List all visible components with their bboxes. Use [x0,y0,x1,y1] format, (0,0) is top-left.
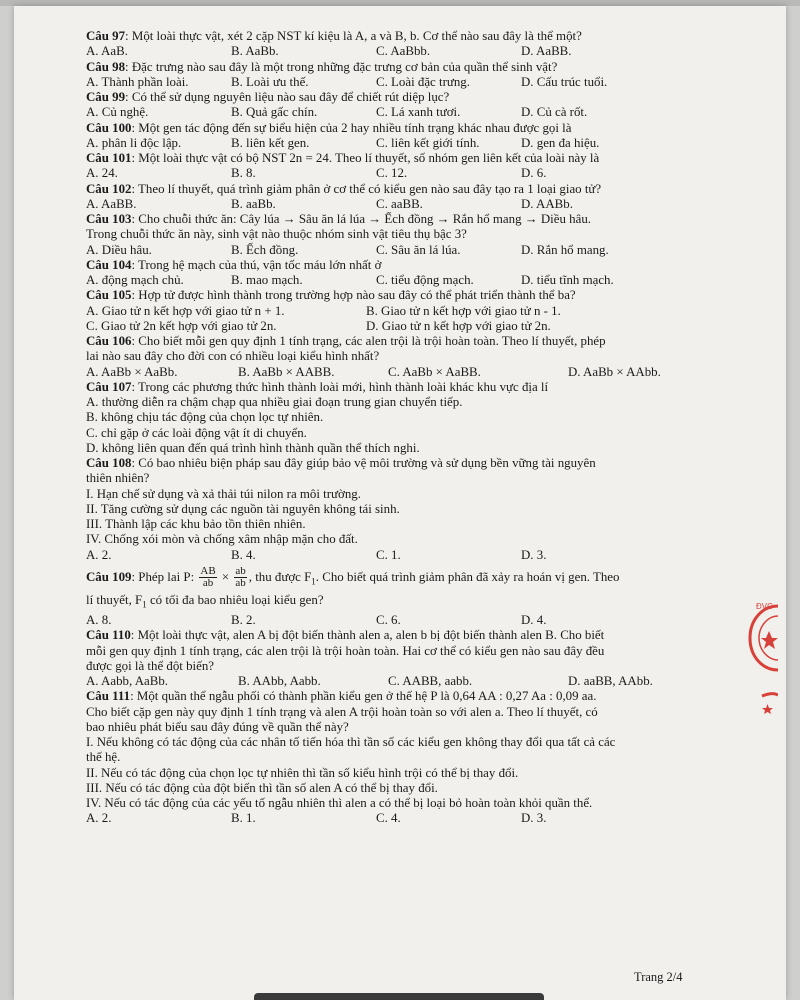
option-c: C. 4. [376,811,401,826]
statement-2: II. Nếu có tác động của chọn lọc tự nhiên thì tần số kiểu hình trội có thể bị thay đổi. [86,765,519,780]
option-b: B. AaBb. [231,44,279,59]
options-100 [86,136,716,151]
option-d: D. Củ cà rốt. [521,105,588,120]
option-a: A. động mạch chủ. [86,273,184,287]
question-106 [86,334,716,349]
question-label: Câu 111 [86,689,131,704]
options-102 [86,197,716,212]
question-text: : Hợp tử được hình thành trong trường hợp nào sau đây có thể phát triển thành thể ba? [131,288,576,303]
option-a: A. AaB. [86,44,128,59]
option-b: B. không chịu tác động của chọn lọc tự nhiên. [86,410,324,425]
options-104 [86,273,716,288]
question-text: : Một loài thực vật, xét 2 cặp NST kí kiệu là A, a và B, b. Cơ thể nào sau đây là thể một? [125,29,582,43]
question-98 [86,60,716,75]
option-b: B. Giao tử n kết hợp với giao tử n - 1. [366,303,561,318]
option-c: C. Loài đặc trưng. [376,74,470,89]
question-109 [86,565,716,594]
option-c: C. 6. [376,613,401,628]
option-b: B. aaBb. [231,196,276,211]
genotype-fraction-1 [199,566,216,589]
options-105-row-1 [86,304,716,319]
question-110-line-2: mỗi gen quy định 1 tính trạng, các alen trội là trội hoàn toàn. Hai cơ thể có kiểu gen nào sau đây đều [86,643,605,658]
option-a: A. Củ nghệ. [86,105,149,120]
question-102 [86,182,716,197]
statement-2: II. Tăng cường sử dụng các nguồn tài nguyên không tái sinh. [86,501,400,516]
question-97 [86,29,716,44]
option-a: A. 8. [86,613,112,628]
option-c: C. chỉ gặp ở các loài động vật ít di chuyển. [86,425,307,440]
question-label: Câu 99 [86,90,126,104]
genotype-fraction-2 [234,566,246,589]
options-108 [86,548,716,563]
option-d: D. AABb. [521,196,573,211]
question-103 [86,212,716,227]
option-d: D. AaBB. [521,44,572,59]
question-110-line-3: được gọi là thể đột biến? [86,658,214,673]
question-104 [86,258,716,273]
subscript: 1 [142,599,147,610]
question-label: Câu 108 [86,456,132,470]
options-101 [86,166,716,181]
question-text: , thu được F [248,569,312,584]
option-c: C. liên kết giới tính. [376,135,480,150]
option-b: B. liên kết gen. [231,135,310,150]
question-label: Câu 105 [86,288,132,303]
question-111 [86,689,716,704]
times-sign: × [218,569,233,584]
option-c: C. Lá xanh tươi. [376,105,461,120]
question-111-line-3: bao nhiêu phát biểu sau đây đúng về quần thể này? [86,719,349,734]
option-b: B. Loài ưu thế. [231,74,309,89]
question-99 [86,90,716,105]
option-c: C. 1. [376,547,401,562]
question-text: : Cho chuỗi thức ăn: Cây lúa → Sâu ăn lá lúa → Ếch đồng → Rắn hổ mang → Diều hâu. [131,212,591,226]
question-label: Câu 106 [86,334,132,348]
options-106 [86,365,716,380]
option-d: D. 3. [521,547,547,562]
stamp-text: ĐVC [756,602,773,611]
question-108 [86,456,716,471]
question-label: Câu 97 [86,29,126,43]
option-c: C. Sâu ăn lá lúa. [376,242,461,257]
question-text: : Có bao nhiêu biện pháp sau đây giúp bảo vệ môi trường và sử dụng bền vững tài nguyên [131,456,596,470]
red-stamp-icon [740,600,778,720]
options-97 [86,44,716,59]
option-c: C. aaBB. [376,196,423,211]
subscript: 1 [311,576,316,587]
fraction-numerator: AB [200,565,216,578]
question-text: . Cho biết quá trình giảm phân đã xảy ra hoán vị gen. Theo [315,569,620,584]
bottom-scroll-indicator [254,993,544,1000]
question-text: : Trong hệ mạch của thú, vận tốc máu lớn nhất ở [131,257,382,272]
option-b: B. 2. [231,613,256,628]
option-d: D. AaBb × AAbb. [568,364,661,379]
options-111 [86,811,716,826]
question-label: Câu 107 [86,379,132,394]
statement-3: III. Thành lập các khu bảo tồn thiên nhiên. [86,517,306,531]
option-a: A. thường diễn ra chậm chạp qua nhiều giai đoạn trung gian chuyển tiếp. [86,395,463,409]
option-b: B. 1. [231,811,256,826]
question-label: Câu 98 [86,59,126,74]
option-d: D. không liên quan đến quá trình hình thành quần thể thích nghi. [86,440,420,455]
option-c: C. AaBb × AaBB. [388,364,481,379]
question-text: : Một loài thực vật, alen A bị đột biến thành alen a, alen b bị đột biến thành alen B. Cho biết [130,628,605,643]
option-d: D. Cấu trúc tuổi. [521,74,608,89]
question-label: Câu 103 [86,212,132,226]
option-a: A. Thành phần loài. [86,74,189,89]
question-text: : Một loài thực vật có bộ NST 2n = 24. Theo lí thuyết, số nhóm gen liên kết của loài này là [131,151,600,165]
option-a: A. Giao tử n kết hợp với giao tử n + 1. [86,303,285,318]
statement-4: IV. Nếu có tác động của các yếu tố ngẫu nhiên thì alen a có thể bị loại bỏ hoàn toàn khỏi quần thể. [86,796,593,811]
option-a: A. Diều hâu. [86,242,152,257]
fraction-numerator: ab [235,565,246,578]
option-d: D. Rắn hổ mang. [521,242,609,257]
question-label: Câu 110 [86,628,131,643]
option-a: A. 2. [86,547,112,562]
question-106-line-2: lai nào sau đây cho đời con có nhiều loại kiểu hình nhất? [86,349,380,364]
options-110 [86,674,716,689]
option-b: B. Ếch đồng. [231,242,299,257]
option-d: D. 6. [521,166,547,181]
question-110 [86,628,716,643]
option-b: B. Quả gấc chín. [231,105,318,120]
page-number: Trang 2/4 [634,970,683,984]
options-103 [86,243,716,258]
option-a: A. 24. [86,166,118,181]
question-label: Câu 109 [86,569,132,584]
fraction-denominator: ab [202,577,214,590]
option-b: B. AAbb, Aabb. [238,674,321,689]
option-a: A. Aabb, AaBb. [86,674,168,689]
statement-1-continued: thế hệ. [86,750,121,765]
question-text: : Phép lai P: [131,569,198,584]
options-105-row-2 [86,319,716,334]
question-label: Câu 101 [86,151,132,165]
question-label: Câu 100 [86,120,132,135]
question-text: : Cho biết mỗi gen quy định 1 tính trạng, các alen trội là trội hoàn toàn. Theo lí thuyết, phép [131,334,606,348]
statement-1: I. Nếu không có tác động của các nhân tố tiến hóa thì tần số các kiểu gen không thay đổi qua tất cả các [86,735,616,750]
question-text: : Đặc trưng nào sau đây là một trong những đặc trưng cơ bản của quần thể sinh vật? [125,59,558,74]
option-a: A. phân li độc lập. [86,135,182,150]
option-a: A. AaBB. [86,196,137,211]
option-b: B. 4. [231,547,256,562]
option-b: B. AaBb × AABB. [238,364,335,379]
question-text: : Trong các phương thức hình thành loài mới, hình thành loài khác khu vực địa lí [131,379,549,394]
options-109 [86,613,716,628]
option-c: C. tiểu động mạch. [376,273,474,287]
question-101 [86,151,716,166]
statement-1: I. Hạn chế sử dụng và xả thải túi nilon ra môi trường. [86,486,361,501]
option-b: B. mao mạch. [231,273,303,287]
option-d: D. 3. [521,811,547,826]
question-text: lí thuyết, F [86,593,143,608]
option-d: D. Giao tử n kết hợp với giao tử 2n. [366,318,551,333]
option-c: C. AABB, aabb. [388,674,473,689]
option-b: B. 8. [231,166,256,181]
option-c: C. 12. [376,166,408,181]
question-label: Câu 102 [86,181,132,196]
question-label: Câu 104 [86,257,132,272]
option-d: D. tiểu tĩnh mạch. [521,273,614,287]
statement-4: IV. Chống xói mòn và chống xâm nhập mặn cho đất. [86,532,358,547]
option-c: C. AaBbb. [376,44,431,59]
statement-3: III. Nếu có tác động của đột biến thì tần số alen A có thể bị thay đổi. [86,780,438,795]
question-text: : Có thể sử dụng nguyên liệu nào sau đây để chiết rút diệp lục? [125,90,450,104]
question-108-line-2: thiên nhiên? [86,471,150,486]
question-100 [86,121,716,136]
question-103-line-2: Trong chuỗi thức ăn này, sinh vật nào thuộc nhóm sinh vật tiêu thụ bậc 3? [86,227,467,242]
question-text: : Theo lí thuyết, quá trình giảm phân ở cơ thể có kiểu gen nào sau đây tạo ra 1 loại giao tử? [131,181,602,196]
option-d: D. gen đa hiệu. [521,135,600,150]
question-105 [86,288,716,303]
question-109-line-2 [86,593,716,613]
option-a: A. AaBb × AaBb. [86,364,178,379]
option-c: C. Giao tử 2n kết hợp với giao tử 2n. [86,318,277,333]
question-text: có tối đa bao nhiêu loại kiểu gen? [146,593,324,608]
question-text: : Một gen tác động đến sự biểu hiện của 2 hay nhiều tính trạng khác nhau được gọi là [131,120,572,135]
question-107 [86,380,716,395]
option-d: D. 4. [521,613,547,628]
question-111-line-2: Cho biết cặp gen này quy định 1 tính trạng và alen A trội hoàn toàn so với alen a. Theo lí thuyết, có [86,704,598,719]
options-98 [86,75,716,90]
question-text: : Một quần thể ngẫu phối có thành phần kiểu gen ở thế hệ P là 0,64 AA : 0,27 Aa : 0,09 aa. [130,689,597,704]
option-a: A. 2. [86,811,112,826]
option-d: D. aaBB, AAbb. [568,674,653,689]
exam-content [86,29,716,827]
fraction-denominator: ab [235,577,246,590]
options-99 [86,105,716,120]
